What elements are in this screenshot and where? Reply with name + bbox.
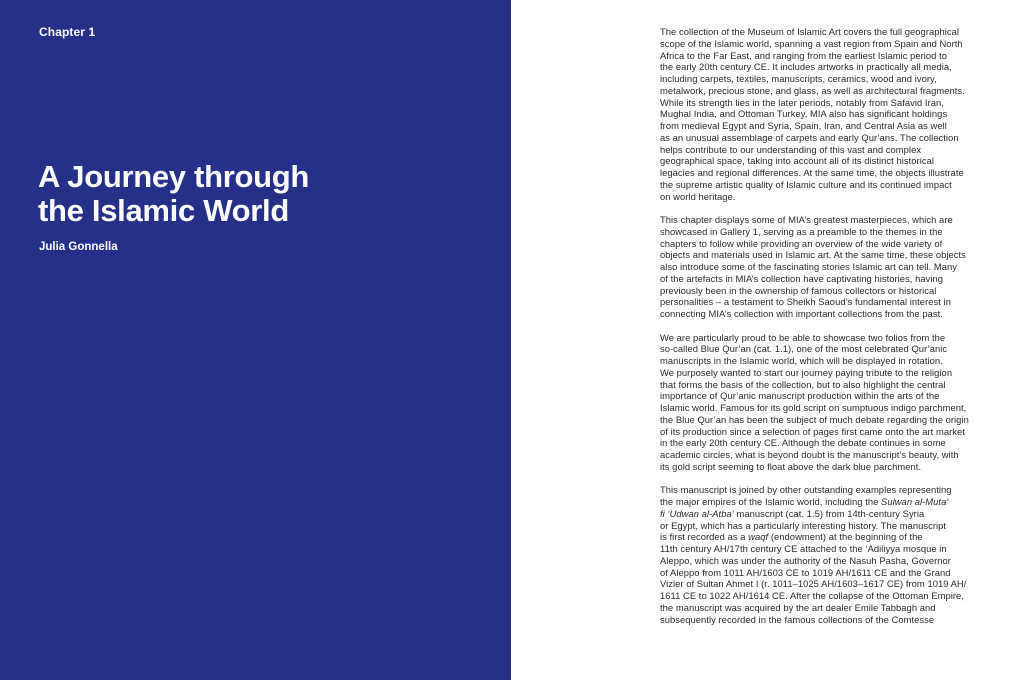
- text-run: (endowment) at the beginning of the: [768, 531, 923, 543]
- text-line: objects and materials used in Islamic art. At the same time, these objects: [660, 249, 966, 261]
- text-line: metalwork, precious stone, and glass, as well as architectural fragments.: [660, 84, 965, 96]
- text-line: personalities – a testament to Sheikh Saoud’s fundamental interest in: [660, 296, 951, 308]
- italic-term: waqf: [748, 531, 769, 543]
- text-line: We purposely wanted to start our journey paying tribute to the religion: [660, 366, 953, 378]
- text-line: [660, 508, 982, 520]
- text-line: We are particularly proud to be able to showcase two folios from the: [660, 331, 946, 343]
- text-run: is first recorded as a: [660, 531, 749, 543]
- text-line: Islamic world. Famous for its gold script on sumptuous indigo parchment,: [660, 402, 967, 413]
- text-line: [660, 531, 982, 543]
- body-text-column: [660, 26, 982, 637]
- text-line: on world heritage.: [660, 190, 736, 202]
- text-line: also introduce some of the fascinating stories Islamic art can tell. Many: [660, 261, 958, 272]
- text-line: the manuscript was acquired by the art dealer Emile Tabbagh and: [660, 601, 936, 613]
- text-line: importance of Qur’anic manuscript production within the arts of the: [660, 390, 940, 402]
- text-line: or Egypt, which has a particularly interesting history. The manuscript: [660, 519, 947, 531]
- text-line: scope of the Islamic world, spanning a vast region from Spain and North: [660, 37, 963, 49]
- text-line: that forms the basis of the collection, but to also highlight the central: [660, 378, 946, 390]
- paragraph-blue-quran: [660, 332, 982, 473]
- text-line: 1611 CE to 1022 AH/1614 CE. After the collapse of the Ottoman Empire,: [660, 590, 964, 601]
- manuscript-title: Sulwan al-Muta‘: [881, 496, 949, 507]
- text-line: academic circles, what is beyond doubt is the manuscript’s beauty, with: [660, 449, 959, 460]
- text-line: Africa to the Far East, and ranging from the earliest Islamic period to: [660, 49, 948, 61]
- text-run: the major empires of the Islamic world, including the: [660, 496, 882, 507]
- text-line: so-called Blue Qur’an (cat. 1.1), one of the most celebrated Qur’anic: [660, 343, 948, 355]
- text-line: geographical space, taking into account all of its distinct historical: [660, 155, 934, 167]
- text-line: the early 20th century CE. It includes artworks in practically all media,: [660, 61, 952, 73]
- chapter-title-line: A Journey through: [38, 159, 310, 194]
- text-line: Vizier of Sultan Ahmet I (r. 1011–1025 AH/1603–1617 CE) from 1019 AH/: [660, 578, 967, 590]
- text-line: in the early 20th century CE. Although the debate continues in some: [660, 437, 946, 449]
- text-line: chapters to follow while providing an overview of the wide variety of: [660, 237, 943, 249]
- text-line: subsequently recorded in the famous collections of the Comtesse: [660, 613, 935, 625]
- text-line: manuscripts in the Islamic world, which will be displayed in rotation.: [660, 355, 943, 366]
- text-line: [660, 496, 982, 508]
- text-line: Aleppo, which was under the authority of the Nasuh Pasha, Governor: [660, 554, 951, 566]
- text-line: of its production since a selection of pages first came onto the art market: [660, 425, 965, 437]
- text-line: previously been in the ownership of famous collectors or historical: [660, 284, 937, 296]
- text-line: legacies and regional differences. At the same time, the objects illustrate: [660, 167, 964, 178]
- chapter-label: Chapter 1: [39, 25, 96, 39]
- text-line: from medieval Egypt and Syria, Spain, Iran, and Central Asia as well: [660, 120, 947, 131]
- text-line: This chapter displays some of MIA’s greatest masterpieces, which are: [660, 214, 953, 225]
- text-line: helps contribute to our understanding of this vast and complex: [660, 143, 922, 155]
- text-line: the Blue Qur’an has been the subject of much debate regarding the origin: [660, 413, 969, 425]
- manuscript-title: fi ‘Udwan al-Atba‘: [660, 507, 734, 519]
- text-line: While its strength lies in the later periods, notably from Safavid Iran,: [660, 96, 944, 108]
- text-run: manuscript (cat. 1.5) from 14th-century Syria: [733, 507, 925, 519]
- text-line: showcased in Gallery 1, serving as a preamble to the themes in the: [660, 225, 943, 237]
- text-line: the supreme artistic quality of Islamic culture and its continued impact: [660, 178, 952, 190]
- text-line: its gold script seeming to float above the dark blue parchment.: [660, 460, 922, 472]
- paragraph-sulwan-manuscript: [660, 484, 982, 625]
- text-line: as an unusual assemblage of carpets and early Qur’ans. The collection: [660, 131, 959, 143]
- paragraph-chapter-overview: [660, 214, 982, 320]
- chapter-title: [38, 160, 468, 228]
- chapter-author: Julia Gonnella: [39, 241, 118, 253]
- text-line: This manuscript is joined by other outstanding examples representing: [660, 484, 952, 496]
- text-line: connecting MIA’s collection with important collections from the past.: [660, 308, 943, 319]
- chapter-title-line: the Islamic World: [38, 193, 289, 228]
- text-line: of Aleppo from 1011 AH/1603 CE to 1019 AH/1611 CE and the Grand: [660, 566, 951, 578]
- text-line: including carpets, textiles, manuscripts, ceramics, wood and ivory,: [660, 73, 937, 84]
- text-page: [511, 0, 1020, 680]
- paragraph-collection-scope: [660, 26, 982, 202]
- text-line: of the artefacts in MIA’s collection have captivating histories, having: [660, 272, 944, 284]
- text-line: The collection of the Museum of Islamic Art covers the full geographical: [660, 26, 960, 37]
- text-line: Mughal India, and Ottoman Turkey, MIA also has significant holdings: [660, 108, 948, 120]
- text-line: 11th century AH/17th century CE attached to the ‘Adiliyya mosque in: [660, 543, 947, 554]
